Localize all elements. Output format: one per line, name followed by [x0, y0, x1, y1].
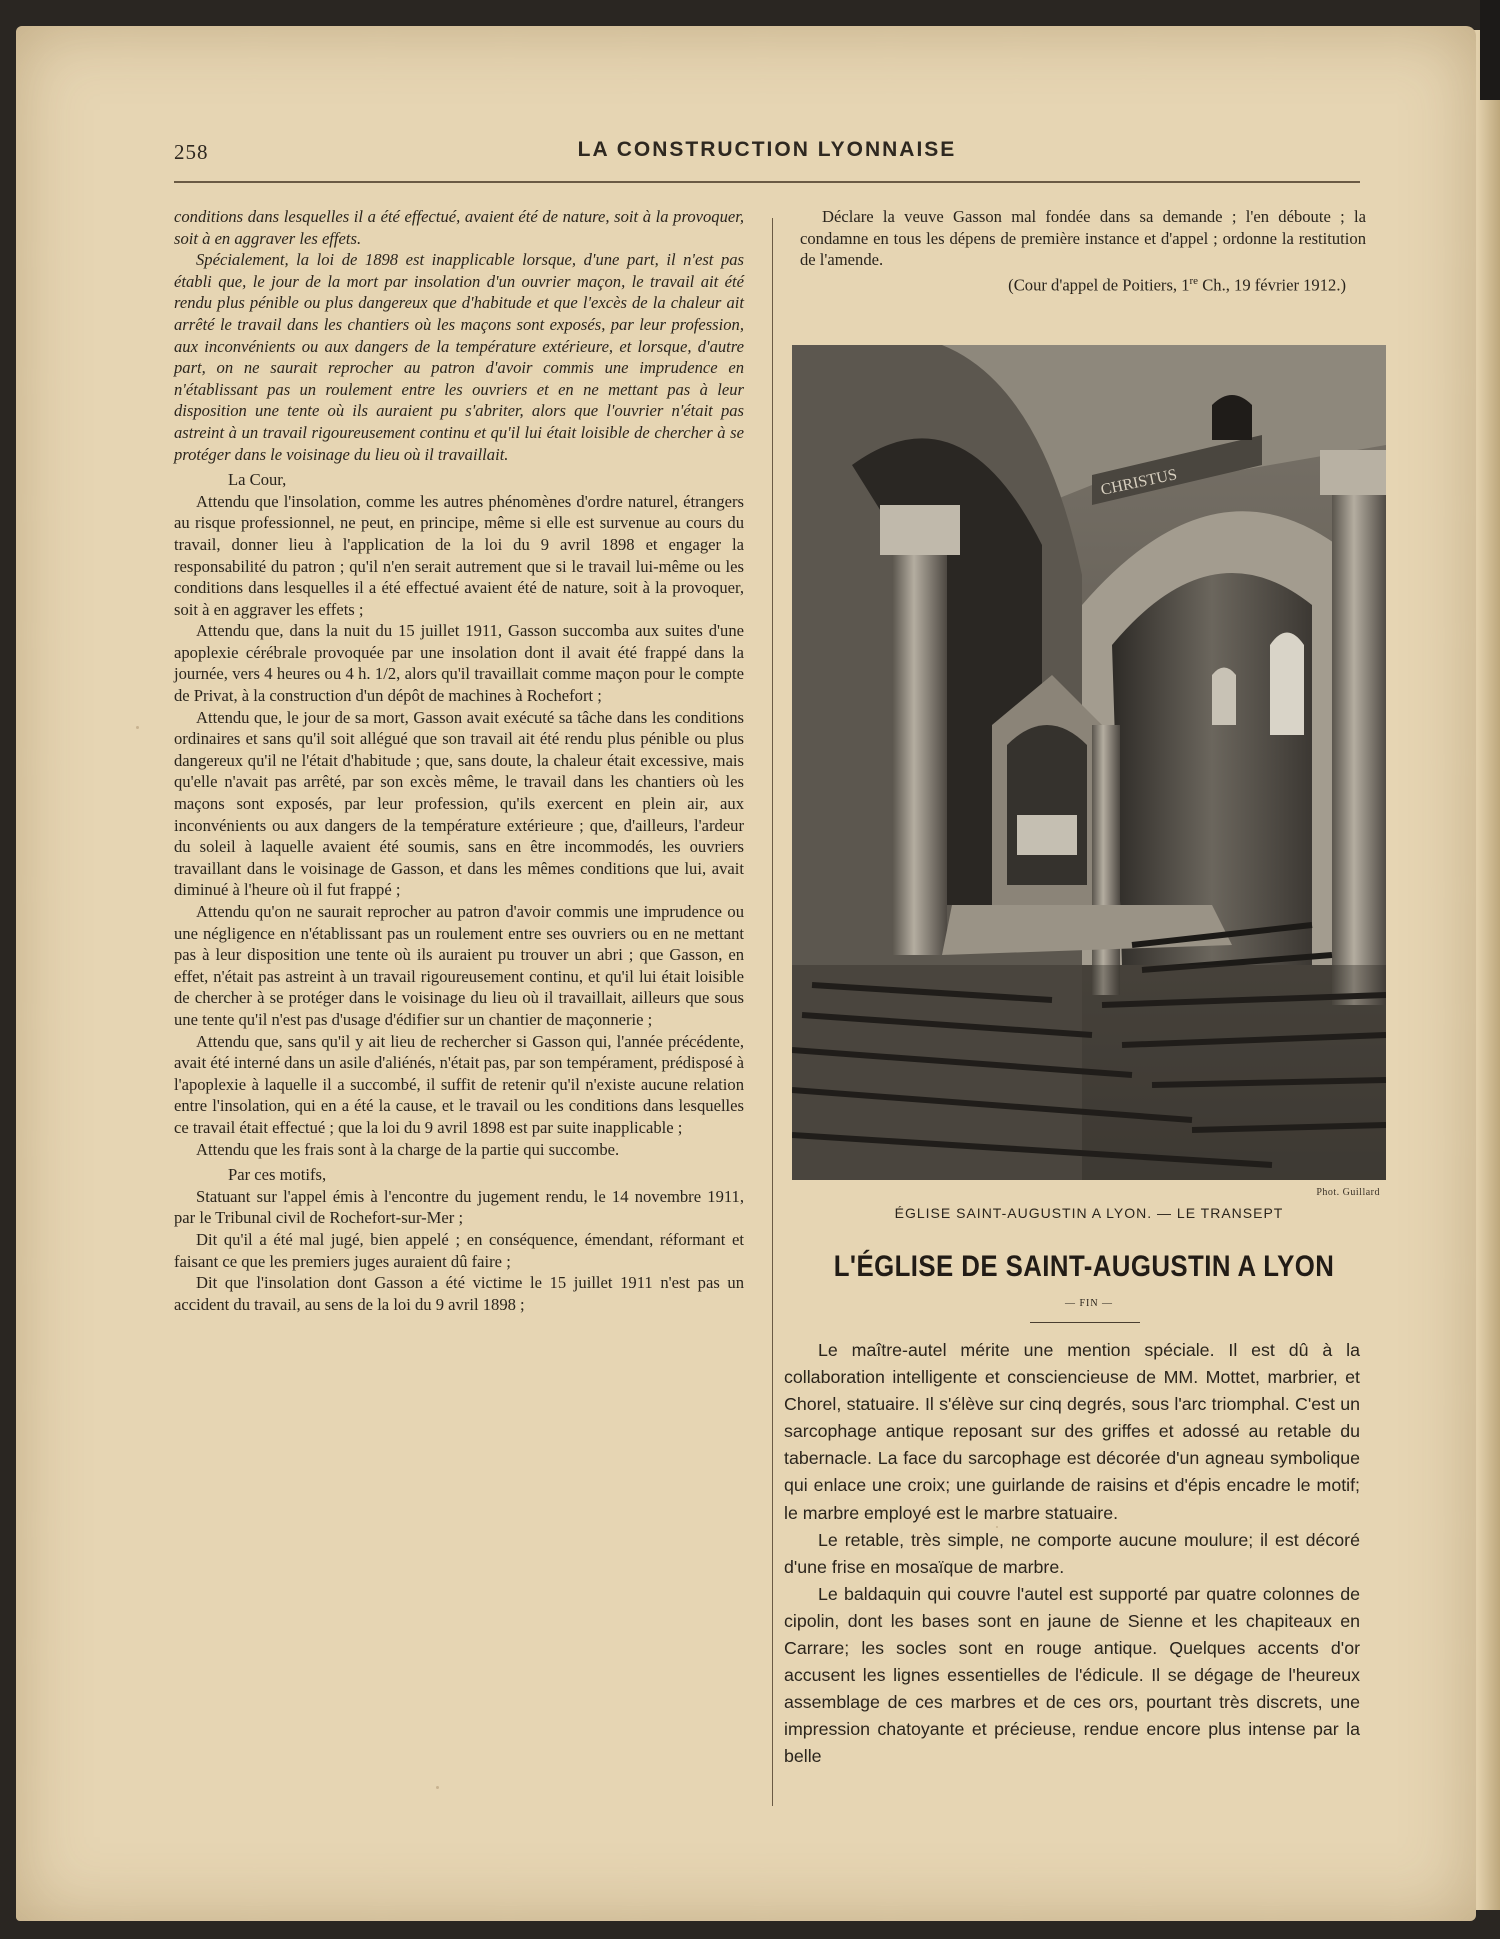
article-paragraph: Le maître-autel mérite une mention spéciale. Il est dû à la collaboration intelligente et consciencieuse de MM. Mottet, marbrier, et Chorel, statuaire. Il s'élève sur cinq degrés, sous l'arc triomphal. C'est un sarcophage antique reposant sur des griffes et adossé au retable du tabernacle. La face du sarcophage est décorée d'un agneau symbolique qui enlace une croix; une guirlande de raisins et d'épis encadre le motif; le marbre employé est le marbre statuaire. — [784, 1340, 1360, 1523]
left-column — [174, 206, 744, 1315]
judgment-paragraph: Attendu que, sans qu'il y ait lieu de rechercher si Gasson qui, l'année précédente, avait été interné dans un asile d'aliénés, n'était pas, par son tempérament, prédisposé à l'apoplexie à laquelle il a succombé, il suffit de retenir qu'il n'existe aucune relation entre l'insolation, qui en a été la cause, et le travail ou les conditions dans lesquelles ce travail était effectué ; que la loi du 9 avril 1898 est par suite inapplicable ; — [174, 1031, 744, 1137]
article-title: L'ÉGLISE DE SAINT-AUGUSTIN A LYON — [833, 1250, 1335, 1283]
journal-title: LA CONSTRUCTION LYONNAISE — [577, 138, 957, 161]
page-header — [174, 136, 1360, 172]
motifs-heading: Par ces motifs, — [228, 1165, 327, 1185]
inscription-text: CHRISTUS — [1099, 466, 1179, 499]
judgment-paragraph: Attendu que les frais sont à la charge de la partie qui succombe. — [196, 1139, 620, 1159]
article-body — [784, 1337, 1360, 1771]
article-rule — [1030, 1322, 1140, 1323]
photo-credit: Phot. Guillard — [1316, 1187, 1380, 1198]
summary-paragraph: conditions dans lesquelles il a été effectué, avaient été de nature, soit à la provoquer, soit à en aggraver les effets. — [174, 207, 744, 248]
verdict-paragraph: Déclare la veuve Gasson mal fondée dans sa demande ; l'en déboute ; la condamne en tous les dépens de première instance et d'appel ; ordonne la restitution de l'amende. — [800, 207, 1366, 270]
judgment-paragraph: Dit qu'il a été mal jugé, bien appelé ; en conséquence, émendant, réformant et faisant ce que les premiers juges auraient dû faire ; — [174, 1229, 744, 1271]
photo-caption: ÉGLISE SAINT-AUGUSTIN A LYON. — LE TRANSEPT — [894, 1205, 1284, 1221]
judgment-paragraph: Attendu que, dans la nuit du 15 juillet 1911, Gasson succomba aux suites d'une apoplexie cérébrale provoquée par une insolation dont il avait été frappé dans la journée, vers 4 heures ou 4 h. 1/2, alors qu'il travaillait comme maçon pour le compte de Privat, à la construction d'un dépôt de machines à Rochefort ; — [174, 621, 744, 706]
judgment-paragraph: Attendu que l'insolation, comme les autres phénomènes d'ordre naturel, étrangers au risque professionnel, ne peut, en principe, même si elle est survenue au cours du travail, donner lieu à l'application de la loi du 9 avril 1898 et engager la responsabilité du patron ; qu'il n'en serait autrement que si le travail lui-même ou les conditions dans lesquelles il a été effectué avaient été de nature, soit à la provoquer, soit à en aggraver les effets ; — [174, 491, 744, 619]
article-subtitle: — FIN — — [1064, 1298, 1114, 1309]
binding-strip — [1480, 0, 1500, 100]
header-rule — [174, 181, 1360, 183]
church-transept-photo — [792, 345, 1386, 1180]
summary-paragraph: Spécialement, la loi de 1898 est inapplicable lorsque, d'une part, il n'est pas établi que, le jour de la mort par insolation d'un ouvrier maçon, le travail ait été rendu plus pénible ou plus dangereux que d'habitude et que l'excès de la chaleur ait arrêté le travail dans les chantiers où les maçons sont exposés, par leur profession, aux inconvénients ou aux dangers de la température extérieure, et lorsque, d'autre part, on ne saurait reprocher au patron d'avoir commis une imprudence en n'établissant pas un roulement entre les ouvriers et en ne mettant pas à leur disposition une tente où ils auraient pu s'abriter, alors que l'ouvrier n'était pas astreint à un travail rigoureusement continu et qu'il lui était loisible de chercher à se protéger dans le voisinage du lieu où il travaillait. — [174, 250, 744, 464]
page-number: 258 — [174, 140, 209, 164]
column-divider — [772, 218, 773, 1806]
article-paragraph: Le baldaquin qui couvre l'autel est supporté par quatre colonnes de cipolin, dont les bases sont en jaune de Sienne et les chapiteaux en Carrare; les socles sont en rouge antique. Quelques accents d'or accusent les lignes essentielles de l'édicule. Il se dégage de l'heureux assemblage de ces marbres et de ces ors, pourtant très discrets, une impression chatoyante et précieuse, rendue encore plus intense par la belle — [784, 1583, 1360, 1767]
judgment-paragraph: Statuant sur l'appel émis à l'encontre du jugement rendu, le 14 novembre 1911, par le Tribunal civil de Rochefort-sur-Mer ; — [174, 1186, 744, 1228]
court-heading: La Cour, — [228, 470, 287, 490]
right-column-top — [800, 206, 1366, 296]
article-paragraph: Le retable, très simple, ne comporte aucune moulure; il est décoré d'une frise en mosaïque de marbre. — [784, 1529, 1360, 1577]
judgment-paragraph: Attendu qu'on ne saurait reprocher au patron d'avoir commis une imprudence ou une négligence en n'établissant pas un roulement entre ses ouvriers ou en ne mettant pas à leur disposition une tente où ils auraient pu trouver un abri ; que Gasson, en effet, n'était pas astreint à un travail rigoureusement continu, et qu'il lui était loisible de chercher à se protéger dans le voisinage du lieu où il travaillait, ailleurs que sous une tente qu'il n'est pas d'usage d'édifier sur un chantier de maçonnerie ; — [174, 902, 744, 1029]
court-citation: (Cour d'appel de Poitiers, 1re Ch., 19 février 1912.) — [1008, 274, 1346, 295]
judgment-paragraph: Attendu que, le jour de sa mort, Gasson avait exécuté sa tâche dans les conditions ordinaires et sans qu'il soit allégué que son travail ait été rendu plus pénible ou plus dangereux qu'il ne l'était d'habitude ; que, sans doute, la chaleur était excessive, mais qu'elle n'avait pas arrêté, par son excès même, le travail dans les chantiers où les maçons sont exposés, par leur profession, qu'ils exercent en plein air, aux inconvénients ou aux dangers de la température extérieure ; que, d'ailleurs, l'ardeur du soleil à laquelle avaient été soumis, sans en être incommodés, les ouvriers travaillant dans le voisinage de Gasson, et dans les mêmes conditions que lui, avait diminué à l'heure où il fut frappé ; — [174, 707, 744, 900]
judgment-paragraph: Dit que l'insolation dont Gasson a été victime le 15 juillet 1911 n'est pas un accident du travail, au sens de la loi du 9 avril 1898 ; — [174, 1273, 744, 1314]
